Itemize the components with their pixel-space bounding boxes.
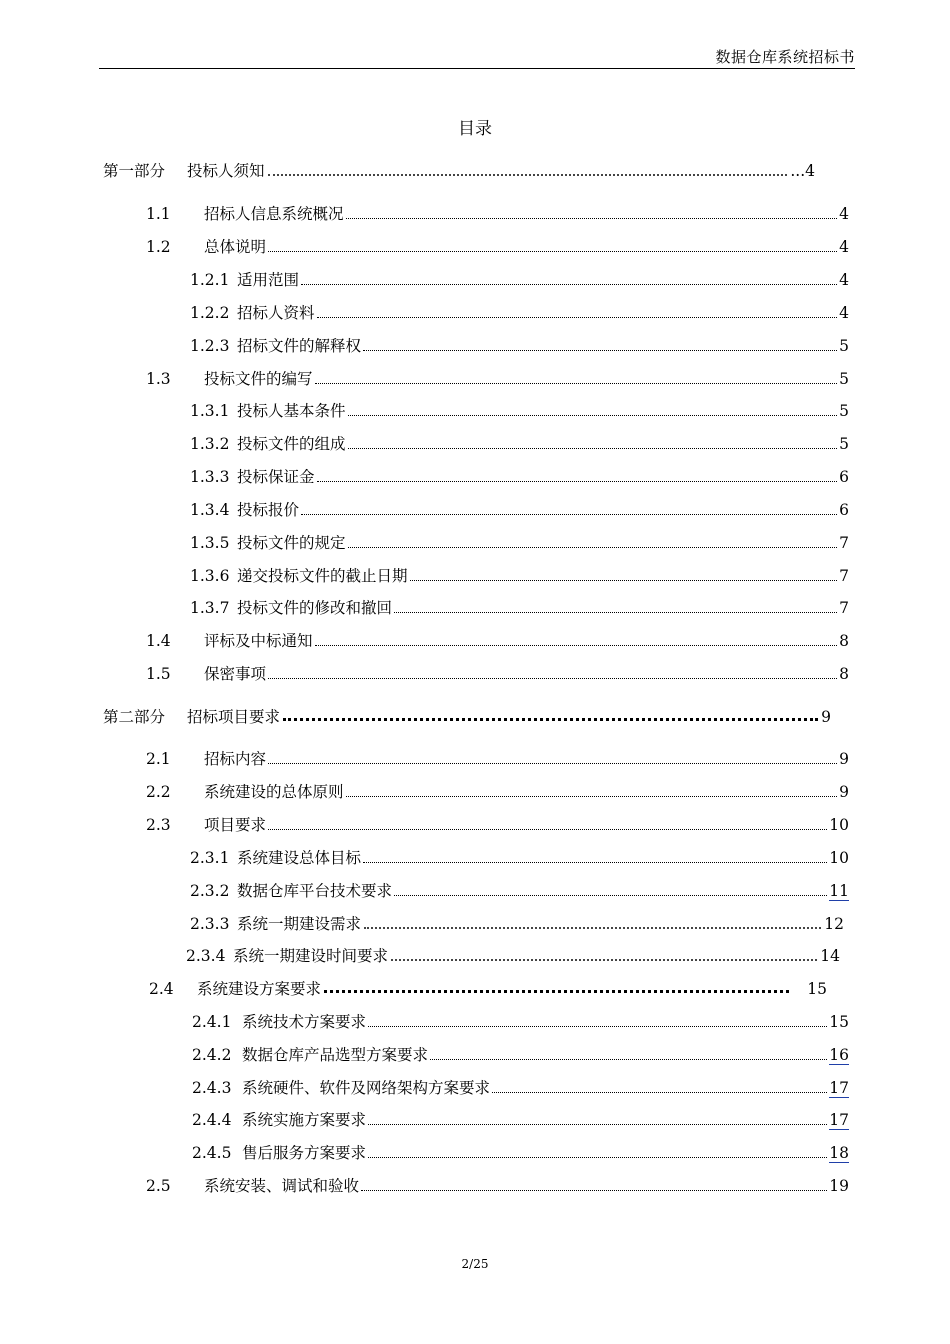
toc-entry-1-1[interactable] xyxy=(146,202,849,224)
toc-entry-label: 系统技术方案要求 xyxy=(242,1013,367,1031)
toc-entry-number: 1.3.1 xyxy=(190,402,230,420)
toc-entry-page: 7 xyxy=(839,599,849,617)
toc-leader xyxy=(324,989,789,993)
toc-entry-number: 2.4.3 xyxy=(192,1079,232,1097)
toc-entry-page: 15 xyxy=(829,1013,849,1031)
toc-leader xyxy=(268,828,827,830)
toc-entry-number: 2.4 xyxy=(149,980,174,998)
toc-entry-2-4[interactable] xyxy=(149,977,827,999)
toc-entry-number: 1.3.2 xyxy=(190,435,230,453)
toc-entry-label: 系统建设的总体原则 xyxy=(204,783,344,801)
toc-leader xyxy=(391,958,817,961)
toc-entry-1-3-2[interactable] xyxy=(190,432,849,454)
toc-entry-page: 7 xyxy=(839,567,849,585)
toc-leader xyxy=(394,894,827,896)
toc-leader xyxy=(348,447,838,449)
toc-leader xyxy=(317,480,838,482)
header-rule xyxy=(99,68,855,69)
toc-entry-label: 系统建设方案要求 xyxy=(197,980,322,998)
toc-entry-label: 投标文件的修改和撤回 xyxy=(237,599,393,617)
toc-entry-number: 1.3 xyxy=(146,370,171,388)
toc-entry-2-4-2[interactable] xyxy=(192,1043,849,1065)
toc-entry-label: 投标人须知 xyxy=(187,162,265,180)
toc-leader xyxy=(368,1123,827,1125)
toc-leader xyxy=(348,546,838,548)
toc-entry-number: 第二部分 xyxy=(103,708,166,726)
toc-entry-label: 数据仓库产品选型方案要求 xyxy=(242,1046,429,1064)
toc-entry-label: 投标文件的组成 xyxy=(237,435,346,453)
toc-entry-1-2-1[interactable] xyxy=(190,268,849,290)
toc-entry-number: 1.2.1 xyxy=(190,271,230,289)
toc-entry-part1[interactable] xyxy=(103,159,815,181)
toc-entry-number: 1.3.5 xyxy=(190,534,230,552)
toc-leader xyxy=(301,513,837,515)
toc-entry-number: 1.4 xyxy=(146,632,171,650)
toc-entry-label: 系统实施方案要求 xyxy=(242,1111,367,1129)
toc-entry-label: 招标人信息系统概况 xyxy=(204,205,344,223)
toc-entry-number: 1.3.4 xyxy=(190,501,230,519)
page-number: 2/25 xyxy=(461,1257,489,1271)
toc-entry-page-link[interactable]: 17 xyxy=(829,1111,849,1129)
toc-entry-1-2-3[interactable] xyxy=(190,334,849,356)
toc-entry-label: 投标文件的规定 xyxy=(237,534,346,552)
toc-entry-label: 系统安装、调试和验收 xyxy=(204,1177,360,1195)
toc-entry-page: 5 xyxy=(839,370,849,388)
toc-entry-page: 5 xyxy=(839,337,849,355)
toc-entry-2-2[interactable] xyxy=(146,780,849,802)
toc-entry-number: 2.3.2 xyxy=(190,882,230,900)
toc-entry-page: 15 xyxy=(807,980,827,998)
toc-entry-1-3-3[interactable] xyxy=(190,465,849,487)
toc-entry-label: 评标及中标通知 xyxy=(204,632,313,650)
toc-entry-page: 9 xyxy=(839,783,849,801)
toc-entry-label: 投标保证金 xyxy=(237,468,315,486)
toc-entry-1-5[interactable] xyxy=(146,662,849,684)
toc-entry-number: 2.3 xyxy=(146,816,171,834)
toc-leader xyxy=(410,579,838,581)
toc-entry-number: 1.1 xyxy=(146,205,171,223)
toc-entry-part2[interactable] xyxy=(103,705,831,727)
toc-entry-label: 系统硬件、软件及网络架构方案要求 xyxy=(242,1079,491,1097)
toc-entry-label: 投标报价 xyxy=(237,501,300,519)
toc-entry-2-4-4[interactable] xyxy=(192,1108,849,1130)
toc-entry-page: 4 xyxy=(839,304,849,322)
toc-entry-label: 投标人基本条件 xyxy=(237,402,346,420)
toc-entry-page: 4 xyxy=(839,238,849,256)
header-title: 数据仓库系统招标书 xyxy=(715,48,855,66)
toc-entry-number: 1.5 xyxy=(146,665,171,683)
toc-entry-page: 4 xyxy=(839,205,849,223)
toc-entry-number: 2.4.1 xyxy=(192,1013,232,1031)
toc-entry-number: 第一部分 xyxy=(103,162,166,180)
toc-leader xyxy=(394,611,837,613)
toc-entry-number: 2.1 xyxy=(146,750,171,768)
toc-entry-label: 招标项目要求 xyxy=(187,708,281,726)
toc-entry-page: 5 xyxy=(839,402,849,420)
toc-entry-page: 7 xyxy=(839,534,849,552)
toc-entry-2-3-3[interactable] xyxy=(190,912,844,934)
toc-entry-1-4[interactable] xyxy=(146,629,849,651)
toc-entry-1-2[interactable] xyxy=(146,235,849,257)
toc-entry-label: 系统一期建设时间要求 xyxy=(233,947,389,965)
toc-entry-2-4-3[interactable] xyxy=(192,1076,849,1098)
toc-entry-1-3-4[interactable] xyxy=(190,498,849,520)
toc-leader xyxy=(346,795,838,797)
toc-entry-2-3-2[interactable] xyxy=(190,879,849,901)
toc-entry-2-5[interactable] xyxy=(146,1174,849,1196)
toc-entry-number: 2.2 xyxy=(146,783,171,801)
toc-leader xyxy=(315,382,838,384)
toc-leader xyxy=(268,677,837,679)
toc-entry-label: 递交投标文件的截止日期 xyxy=(237,567,408,585)
toc-entry-2-3-1[interactable] xyxy=(190,846,849,868)
toc-leader xyxy=(430,1058,827,1060)
toc-leader xyxy=(268,762,837,764)
toc-leader xyxy=(363,861,827,863)
toc-entry-2-4-1[interactable] xyxy=(192,1010,849,1032)
toc-entry-2-3[interactable] xyxy=(146,813,849,835)
toc-leader xyxy=(283,717,818,721)
toc-entry-page-link[interactable]: 17 xyxy=(829,1079,849,1097)
toc-entry-1-2-2[interactable] xyxy=(190,301,849,323)
toc-leader xyxy=(346,217,838,219)
toc-leader xyxy=(363,349,837,351)
toc-entry-page: 10 xyxy=(829,849,849,867)
toc-entry-number: 2.3.1 xyxy=(190,849,230,867)
toc-entry-label: 数据仓库平台技术要求 xyxy=(237,882,393,900)
toc-entry-page: 8 xyxy=(839,632,849,650)
toc-entry-1-3[interactable] xyxy=(146,367,849,389)
toc-entry-1-3-6[interactable] xyxy=(190,564,849,586)
toc-leader xyxy=(361,1189,827,1191)
toc-entry-page: 14 xyxy=(820,947,840,965)
toc-entry-label: 投标文件的编写 xyxy=(204,370,313,388)
toc-entry-1-3-1[interactable] xyxy=(190,399,849,421)
toc-leader xyxy=(315,644,838,646)
toc-entry-number: 1.3.3 xyxy=(190,468,230,486)
toc-entry-page: 5 xyxy=(839,435,849,453)
toc-entry-page: 6 xyxy=(839,501,849,519)
toc-entry-number: 2.5 xyxy=(146,1177,171,1195)
toc-entry-number: 1.3.6 xyxy=(190,567,230,585)
toc-entry-label: 项目要求 xyxy=(204,816,267,834)
toc-entry-label: 总体说明 xyxy=(204,238,267,256)
toc-entry-2-3-4[interactable] xyxy=(186,944,840,966)
toc-entry-1-3-7[interactable] xyxy=(190,596,849,618)
toc-leader xyxy=(268,173,788,176)
toc-entry-page: 6 xyxy=(839,468,849,486)
toc-leader xyxy=(492,1091,827,1093)
toc-entry-page: 9 xyxy=(821,708,831,726)
toc-entry-number: 1.2 xyxy=(146,238,171,256)
toc-entry-label: 售后服务方案要求 xyxy=(242,1144,367,1162)
toc-entry-page: 4 xyxy=(839,271,849,289)
toc-entry-page-link[interactable]: 18 xyxy=(829,1144,849,1162)
toc-entry-label: 系统建设总体目标 xyxy=(237,849,362,867)
toc-leader xyxy=(368,1156,827,1158)
toc-entry-label: 适用范围 xyxy=(237,271,300,289)
toc-entry-number: 1.2.3 xyxy=(190,337,230,355)
toc-entry-label: 招标内容 xyxy=(204,750,267,768)
toc-entry-2-1[interactable] xyxy=(146,747,849,769)
toc-entry-1-3-5[interactable] xyxy=(190,531,849,553)
toc-leader xyxy=(348,414,838,416)
toc-entry-label: 系统一期建设需求 xyxy=(237,915,362,933)
toc-entry-label: 招标人资料 xyxy=(237,304,315,322)
toc-entry-page: 9 xyxy=(839,750,849,768)
toc-leader xyxy=(317,316,838,318)
toc-entry-page: 12 xyxy=(824,915,844,933)
toc-entry-number: 2.4.4 xyxy=(192,1111,232,1129)
toc-entry-page: 8 xyxy=(839,665,849,683)
toc-entry-label: 保密事项 xyxy=(204,665,267,683)
toc-leader xyxy=(268,250,837,252)
toc-entry-number: 2.4.2 xyxy=(192,1046,232,1064)
toc-entry-page: ...4 xyxy=(790,162,815,180)
toc-leader xyxy=(301,283,837,285)
toc-entry-page: 10 xyxy=(829,816,849,834)
toc-leader xyxy=(368,1025,827,1027)
toc-entry-number: 2.4.5 xyxy=(192,1144,232,1162)
toc-entry-page: 19 xyxy=(829,1177,849,1195)
toc-entry-number: 2.3.3 xyxy=(190,915,230,933)
toc-entry-label: 招标文件的解释权 xyxy=(237,337,362,355)
toc-entry-number: 2.3.4 xyxy=(186,947,226,965)
toc-leader xyxy=(364,926,821,929)
toc-entry-page-link[interactable]: 16 xyxy=(829,1046,849,1064)
toc-entry-number: 1.2.2 xyxy=(190,304,230,322)
toc-entry-2-4-5[interactable] xyxy=(192,1141,849,1163)
toc-entry-page-link[interactable]: 11 xyxy=(829,882,849,900)
toc-title: 目录 xyxy=(458,119,492,139)
toc-entry-number: 1.3.7 xyxy=(190,599,230,617)
